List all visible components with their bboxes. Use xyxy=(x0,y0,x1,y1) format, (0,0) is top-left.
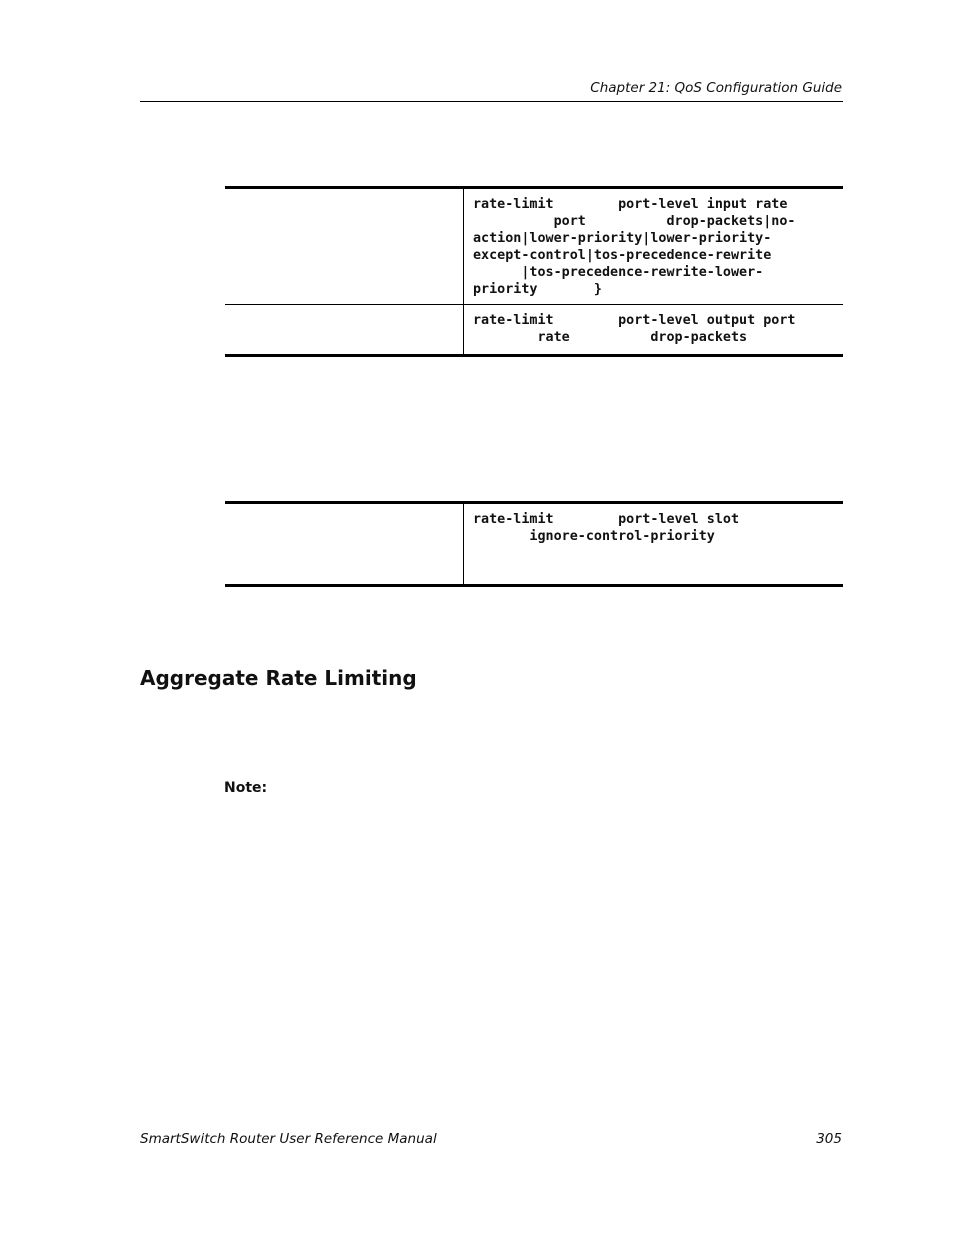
table-cell-description xyxy=(225,305,464,356)
footer-manual-title: SmartSwitch Router User Reference Manual xyxy=(140,1131,437,1147)
page-number: 305 xyxy=(816,1131,842,1147)
table-cell-command xyxy=(464,503,844,586)
running-header: Chapter 21: QoS Configuration Guide xyxy=(590,80,842,96)
command-syntax: rate-limit port-level slot ignore-control-priority xyxy=(473,512,740,544)
table-row xyxy=(225,188,843,305)
table-cell-description xyxy=(225,503,464,586)
header-rule xyxy=(140,101,843,102)
command-syntax: rate-limit port-level input rate port drop-packets|no- action|lower-priority|lower-priority- except-control|tos-precedence-rewrite |tos-precedence-rewrite-lower- priority } xyxy=(473,197,796,297)
command-table-2 xyxy=(225,501,843,587)
command-table-1 xyxy=(225,186,843,357)
table-cell-command xyxy=(464,305,844,356)
command-syntax: rate-limit port-level output port rate drop-packets xyxy=(473,313,796,345)
section-heading: Aggregate Rate Limiting xyxy=(140,666,417,690)
table-cell-description xyxy=(225,188,464,305)
note-label: Note: xyxy=(224,780,268,796)
table-row xyxy=(225,305,843,356)
table-row xyxy=(225,503,843,586)
table-cell-command xyxy=(464,188,844,305)
